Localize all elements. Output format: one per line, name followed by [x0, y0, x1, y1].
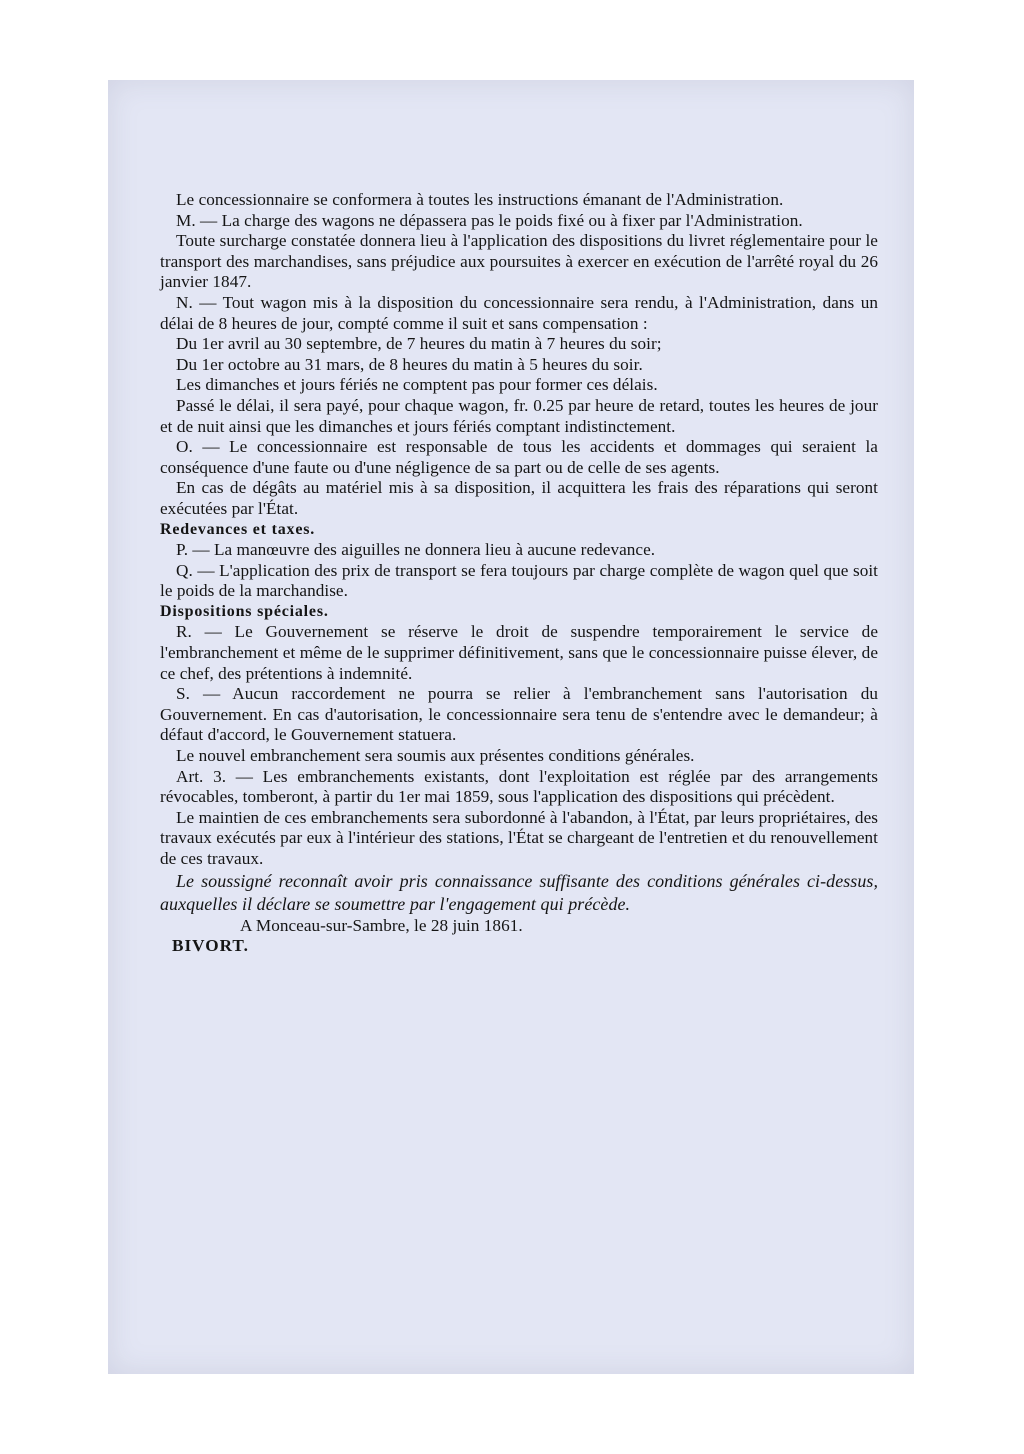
paragraph: N. — Tout wagon mis à la disposition du concessionnaire sera rendu, à l'Administration, dans un délai de 8 heures de jour, compté comme il suit et sans compensation :	[160, 292, 878, 333]
paragraph: Art. 3. — Les embranchements existants, dont l'exploitation est réglée par des arrangements révocables, tomberont, à partir du 1er mai 1859, sous l'application des dispositions qui précèdent.	[160, 766, 878, 807]
section-heading-redevances: Redevances et taxes.	[160, 520, 316, 538]
paragraph: M. — La charge des wagons ne dépassera pas le poids fixé ou à fixer par l'Administration.	[176, 210, 803, 230]
paragraph: Q. — L'application des prix de transport se fera toujours par charge complète de wagon quel que soit le poids de la marchandise.	[160, 560, 878, 601]
paragraph: Passé le délai, il sera payé, pour chaque wagon, fr. 0.25 par heure de retard, toutes les heures de jour et de nuit ainsi que les dimanches et jours fériés comptant indistinctement.	[160, 395, 878, 436]
paragraph: S. — Aucun raccordement ne pourra se relier à l'embranchement sans l'autorisation du Gouvernement. En cas d'autorisation, le concessionnaire sera tenu de s'entendre avec le demandeur; à défaut d'accord, le Gouvernement statuera.	[160, 684, 878, 745]
paragraph: R. — Le Gouvernement se réserve le droit de suspendre temporairement le service de l'embranchement et même de le supprimer définitivement, sans que le concessionnaire puisse élever, de ce chef, des prétentions à indemnité.	[160, 622, 878, 683]
paragraph: Les dimanches et jours fériés ne comptent pas pour former ces délais.	[176, 375, 658, 395]
paragraph: Le concessionnaire se conformera à toutes les instructions émanant de l'Administration.	[176, 190, 784, 209]
paragraph: Du 1er octobre au 31 mars, de 8 heures du matin à 5 heures du soir.	[176, 354, 643, 374]
paragraph: P. — La manœuvre des aiguilles ne donnera lieu à aucune redevance.	[176, 540, 656, 560]
scanned-page	[108, 80, 914, 1374]
document-body	[160, 190, 878, 957]
paragraph: O. — Le concessionnaire est responsable de tous les accidents et dommages qui seraient la conséquence d'une faute ou d'une négligence de sa part ou de celle de ses agents.	[160, 437, 878, 477]
paragraph: Le nouvel embranchement sera soumis aux présentes conditions générales.	[176, 746, 695, 766]
section-heading-dispositions: Dispositions spéciales.	[160, 602, 329, 620]
paragraph: En cas de dégâts au matériel mis à sa disposition, il acquittera les frais des réparations qui seront exécutées par l'État.	[160, 478, 878, 518]
closing-statement: Le soussigné reconnaît avoir pris connaissance suffisante des conditions générales ci-dessus, auxquelles il déclare se soumettre par l'engagement qui précède.	[160, 870, 878, 914]
paragraph: Le maintien de ces embranchements sera subordonné à l'abandon, à l'État, par leurs propriétaires, des travaux exécutés par eux à l'intérieur des stations, l'État se chargeant de l'entretien et du renouvellement de ces travaux.	[160, 807, 878, 868]
paragraph: Toute surcharge constatée donnera lieu à l'application des dispositions du livret réglementaire pour le transport des marchandises, sans préjudice aux poursuites à exercer en exécution de l'arrêté royal du 26 janvier 1847.	[160, 231, 878, 292]
paragraph: Du 1er avril au 30 septembre, de 7 heures du matin à 7 heures du soir;	[176, 334, 662, 354]
signature: BIVORT.	[172, 936, 249, 956]
place-date: A Monceau-sur-Sambre, le 28 juin 1861.	[240, 915, 523, 935]
